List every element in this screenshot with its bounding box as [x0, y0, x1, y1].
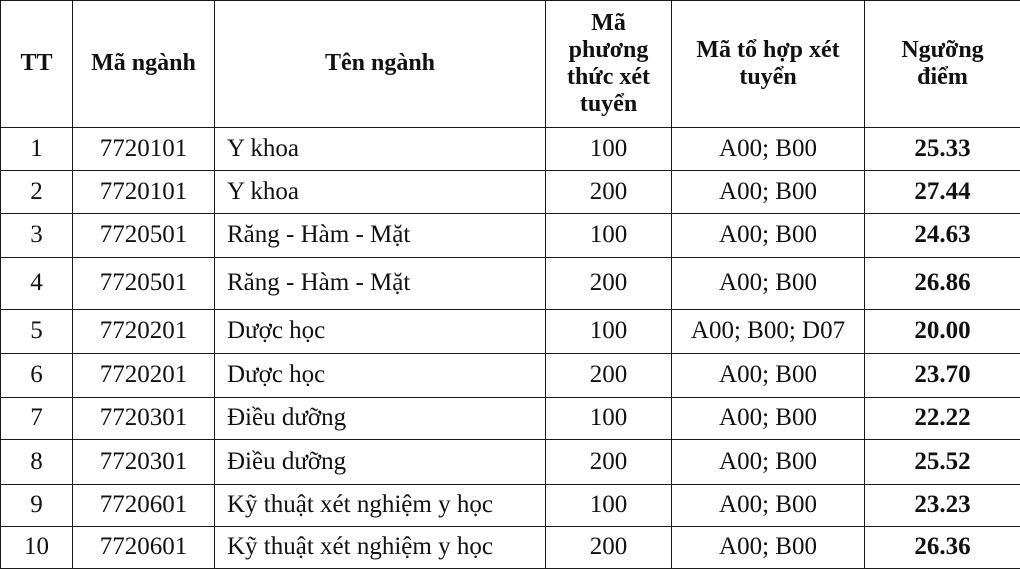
table-row	[1, 310, 1020, 354]
header-ma-nganh: Mã ngành	[73, 1, 215, 128]
cell-tt: 1	[1, 128, 73, 171]
cell-ten-nganh: Y khoa	[215, 128, 546, 171]
cell-to-hop: A00; B00	[672, 171, 865, 214]
cell-phuong-thuc: 100	[546, 128, 672, 171]
cell-ten-nganh: Dược học	[215, 354, 546, 398]
cell-to-hop: A00; B00	[672, 527, 865, 569]
cell-to-hop: A00; B00; D07	[672, 310, 865, 354]
table-row	[1, 485, 1020, 527]
cell-ma-nganh: 7720601	[73, 485, 215, 527]
cell-nguong-diem: 22.22	[865, 398, 1020, 440]
table-row	[1, 440, 1020, 485]
table-row	[1, 398, 1020, 440]
cell-tt: 2	[1, 171, 73, 214]
table-row	[1, 527, 1020, 569]
cell-ma-nganh: 7720101	[73, 171, 215, 214]
table-row	[1, 128, 1020, 171]
cell-nguong-diem: 23.70	[865, 354, 1020, 398]
cell-to-hop: A00; B00	[672, 485, 865, 527]
cell-ma-nganh: 7720501	[73, 258, 215, 310]
cell-ma-nganh: 7720301	[73, 398, 215, 440]
cell-nguong-diem: 25.33	[865, 128, 1020, 171]
cell-phuong-thuc: 200	[546, 354, 672, 398]
header-ma-phuong-thuc: Mã phương thức xét tuyển	[546, 1, 672, 128]
cell-ten-nganh: Kỹ thuật xét nghiệm y học	[215, 527, 546, 569]
cell-ten-nganh: Răng - Hàm - Mặt	[215, 258, 546, 310]
cell-ma-nganh: 7720601	[73, 527, 215, 569]
cell-ma-nganh: 7720201	[73, 354, 215, 398]
cell-ma-nganh: 7720101	[73, 128, 215, 171]
header-ten-nganh: Tên ngành	[215, 1, 546, 128]
cell-phuong-thuc: 100	[546, 214, 672, 258]
cell-to-hop: A00; B00	[672, 398, 865, 440]
cell-phuong-thuc: 200	[546, 440, 672, 485]
cell-tt: 7	[1, 398, 73, 440]
header-tt: TT	[1, 1, 73, 128]
cell-ma-nganh: 7720301	[73, 440, 215, 485]
cell-ten-nganh: Điều dưỡng	[215, 398, 546, 440]
cell-to-hop: A00; B00	[672, 214, 865, 258]
cell-phuong-thuc: 200	[546, 171, 672, 214]
header-nguong-diem: Ngưỡng điểm	[865, 1, 1020, 128]
cell-ten-nganh: Điều dưỡng	[215, 440, 546, 485]
cell-ma-nganh: 7720201	[73, 310, 215, 354]
cell-tt: 3	[1, 214, 73, 258]
table-row	[1, 171, 1020, 214]
cell-nguong-diem: 25.52	[865, 440, 1020, 485]
cell-tt: 10	[1, 527, 73, 569]
cell-phuong-thuc: 200	[546, 527, 672, 569]
table-row	[1, 258, 1020, 310]
header-ma-to-hop: Mã tổ hợp xét tuyển	[672, 1, 865, 128]
cell-tt: 4	[1, 258, 73, 310]
cell-nguong-diem: 26.86	[865, 258, 1020, 310]
cell-nguong-diem: 23.23	[865, 485, 1020, 527]
cell-phuong-thuc: 100	[546, 398, 672, 440]
cell-ma-nganh: 7720501	[73, 214, 215, 258]
cell-phuong-thuc: 200	[546, 258, 672, 310]
cell-ten-nganh: Dược học	[215, 310, 546, 354]
cell-nguong-diem: 24.63	[865, 214, 1020, 258]
cell-tt: 6	[1, 354, 73, 398]
table-row	[1, 354, 1020, 398]
cell-nguong-diem: 27.44	[865, 171, 1020, 214]
cell-to-hop: A00; B00	[672, 128, 865, 171]
cell-tt: 9	[1, 485, 73, 527]
cell-ten-nganh: Y khoa	[215, 171, 546, 214]
cell-ten-nganh: Răng - Hàm - Mặt	[215, 214, 546, 258]
cell-ten-nganh: Kỹ thuật xét nghiệm y học	[215, 485, 546, 527]
cell-to-hop: A00; B00	[672, 258, 865, 310]
cell-nguong-diem: 20.00	[865, 310, 1020, 354]
table-row	[1, 214, 1020, 258]
cell-phuong-thuc: 100	[546, 485, 672, 527]
cell-tt: 5	[1, 310, 73, 354]
cell-to-hop: A00; B00	[672, 354, 865, 398]
cell-phuong-thuc: 100	[546, 310, 672, 354]
cell-tt: 8	[1, 440, 73, 485]
cell-to-hop: A00; B00	[672, 440, 865, 485]
cell-nguong-diem: 26.36	[865, 527, 1020, 569]
table-header-row	[1, 1, 1020, 128]
